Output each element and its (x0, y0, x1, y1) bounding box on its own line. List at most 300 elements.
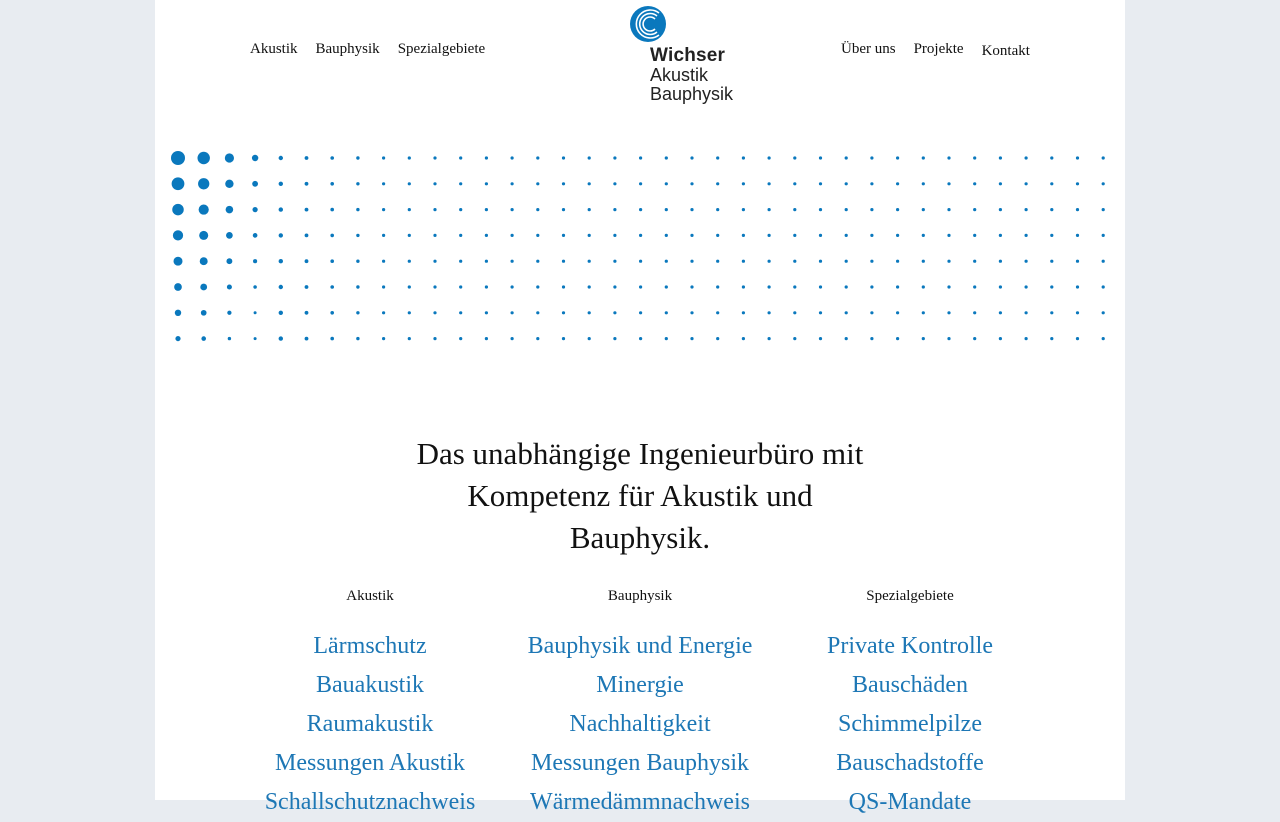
pattern-dot (947, 337, 950, 340)
pattern-dot (922, 182, 925, 185)
pattern-dot (226, 232, 233, 239)
pattern-dot (819, 234, 822, 237)
pattern-dot (819, 208, 822, 211)
pattern-dot (175, 336, 180, 341)
pattern-dot (562, 182, 565, 185)
pattern-dot (793, 182, 796, 185)
pattern-dot (999, 285, 1002, 288)
pattern-dot (305, 182, 309, 186)
column-akustik (235, 585, 505, 822)
pattern-dot (511, 182, 514, 185)
pattern-dot (973, 208, 976, 211)
pattern-dot (459, 208, 462, 211)
pattern-dot (613, 208, 616, 211)
pattern-dot (768, 234, 771, 237)
pattern-dot (382, 234, 385, 237)
pattern-dot (433, 260, 436, 263)
pattern-dot (716, 234, 719, 237)
pattern-dot (408, 337, 411, 340)
pattern-dot (947, 234, 950, 237)
pattern-dot (485, 285, 488, 288)
pattern-dot (613, 182, 616, 185)
pattern-dot (1025, 156, 1028, 159)
pattern-dot (1025, 311, 1028, 314)
service-link[interactable]: Bauphysik und Energie (527, 633, 753, 659)
pattern-dot (922, 234, 925, 237)
pattern-dot (819, 260, 822, 263)
pattern-dot (665, 285, 668, 288)
pattern-dot (1025, 337, 1028, 340)
pattern-dot (330, 208, 334, 212)
pattern-dot (199, 231, 208, 240)
pattern-dot (382, 337, 385, 340)
pattern-dot (382, 285, 385, 288)
pattern-dot (716, 337, 719, 340)
pattern-dot (356, 285, 359, 288)
service-link[interactable]: Bauakustik (316, 672, 424, 698)
pattern-dot (1102, 311, 1105, 314)
pattern-dot (1050, 285, 1053, 288)
pattern-dot (742, 208, 745, 211)
pattern-dot (588, 337, 591, 340)
pattern-dot (201, 310, 207, 316)
pattern-dot (716, 156, 719, 159)
pattern-dot (1076, 208, 1079, 211)
service-link[interactable]: Minergie (596, 672, 684, 698)
pattern-dot (226, 258, 232, 264)
pattern-dot (793, 156, 796, 159)
pattern-dot (973, 311, 976, 314)
pattern-dot (171, 151, 185, 165)
pattern-dot (639, 234, 642, 237)
nav-akustik[interactable]: Akustik (250, 41, 298, 57)
pattern-dot (1076, 311, 1079, 314)
pattern-dot (742, 234, 745, 237)
pattern-dot (793, 285, 796, 288)
pattern-dot (768, 311, 771, 314)
pattern-dot (716, 311, 719, 314)
pattern-dot (562, 208, 565, 211)
pattern-dot (459, 234, 462, 237)
service-link[interactable]: Messungen Akustik (274, 750, 465, 776)
pattern-dot (225, 153, 234, 162)
pattern-dot (201, 336, 206, 341)
pattern-dot (199, 205, 209, 215)
pattern-dot (639, 182, 642, 185)
pattern-dot (253, 285, 257, 289)
pattern-dot (845, 182, 848, 185)
pattern-dot (1076, 337, 1079, 340)
pattern-dot (382, 311, 385, 314)
pattern-dot (485, 234, 488, 237)
pattern-dot (947, 260, 950, 263)
pattern-dot (562, 234, 565, 237)
secondary-nav (841, 41, 1030, 58)
pattern-dot (200, 284, 207, 291)
pattern-dot (562, 260, 565, 263)
pattern-dot (588, 208, 591, 211)
pattern-dot (742, 182, 745, 185)
pattern-dot (226, 206, 234, 214)
pattern-dot (253, 259, 257, 263)
pattern-dot (279, 156, 283, 160)
pattern-dot (947, 285, 950, 288)
service-link[interactable]: Private Kontrolle (827, 633, 993, 659)
logo-mark-icon (629, 5, 669, 45)
pattern-dot (174, 257, 183, 266)
service-list (775, 627, 1045, 822)
pattern-dot (947, 182, 950, 185)
pattern-dot (690, 208, 693, 211)
pattern-dot (793, 260, 796, 263)
pattern-dot (896, 311, 899, 314)
column-heading: Bauphysik (607, 588, 673, 604)
pattern-dot (1025, 285, 1028, 288)
pattern-dot (330, 311, 334, 315)
pattern-dot (716, 182, 719, 185)
nav-ueber-uns[interactable]: Über uns (841, 41, 896, 57)
service-link[interactable]: Raumakustik (306, 711, 434, 737)
service-link[interactable]: Wärmedämmnachweis (530, 789, 750, 815)
pattern-dot (896, 285, 899, 288)
service-link[interactable]: Bauschäden (852, 672, 968, 698)
pattern-dot (459, 285, 462, 288)
pattern-dot (922, 337, 925, 340)
pattern-dot (973, 182, 976, 185)
pattern-dot (1025, 182, 1028, 185)
hero-line-3: Bauphysik. (569, 520, 711, 555)
pattern-dot (408, 208, 411, 211)
pattern-dot (1050, 260, 1053, 263)
pattern-dot (459, 156, 462, 159)
dot-pattern-graphic (155, 140, 1125, 355)
pattern-dot (896, 156, 899, 159)
pattern-dot (973, 156, 976, 159)
pattern-dot (742, 311, 745, 314)
pattern-dot (511, 208, 514, 211)
column-heading: Spezialgebiete (866, 588, 954, 604)
pattern-dot (1076, 234, 1079, 237)
pattern-dot (588, 285, 591, 288)
pattern-dot (227, 311, 231, 315)
pattern-dot (305, 259, 309, 263)
pattern-dot (947, 156, 950, 159)
pattern-dot (1025, 260, 1028, 263)
pattern-dot (356, 337, 359, 340)
pattern-dot (819, 285, 822, 288)
pattern-dot (768, 208, 771, 211)
pattern-dot (330, 156, 334, 160)
pattern-dot (305, 337, 309, 341)
nav-kontakt[interactable]: Kontakt (981, 43, 1030, 59)
pattern-dot (172, 177, 185, 190)
pattern-dot (1102, 285, 1105, 288)
pattern-dot (793, 337, 796, 340)
pattern-dot (845, 234, 848, 237)
pattern-dot (716, 260, 719, 263)
pattern-dot (793, 208, 796, 211)
pattern-dot (382, 182, 385, 185)
pattern-dot (252, 181, 258, 187)
pattern-dot (279, 233, 283, 237)
pattern-dot (845, 337, 848, 340)
pattern-dot (536, 311, 539, 314)
service-list (505, 627, 775, 822)
pattern-dot (536, 337, 539, 340)
pattern-dot (973, 260, 976, 263)
pattern-dot (382, 208, 385, 211)
pattern-dot (252, 207, 257, 212)
pattern-dot (459, 260, 462, 263)
pattern-dot (305, 311, 309, 315)
pattern-dot (356, 234, 359, 237)
pattern-dot (870, 234, 873, 237)
pattern-dot (330, 182, 334, 186)
pattern-dot (973, 234, 976, 237)
pattern-dot (613, 337, 616, 340)
pattern-dot (690, 234, 693, 237)
pattern-dot (330, 259, 334, 263)
pattern-dot (356, 208, 359, 211)
logo[interactable] (629, 5, 739, 105)
pattern-dot (1102, 182, 1105, 185)
pattern-dot (639, 337, 642, 340)
pattern-dot (1050, 337, 1053, 340)
pattern-dot (870, 337, 873, 340)
pattern-dot (198, 152, 210, 164)
service-link[interactable]: Schallschutznachweis (264, 789, 476, 815)
pattern-dot (588, 234, 591, 237)
pattern-dot (433, 337, 436, 340)
column-spezialgebiete (775, 585, 1045, 822)
pattern-dot (639, 208, 642, 211)
nav-projekte[interactable]: Projekte (913, 41, 964, 57)
pattern-dot (870, 156, 873, 159)
nav-bauphysik[interactable]: Bauphysik (315, 41, 380, 57)
pattern-dot (536, 234, 539, 237)
pattern-dot (896, 260, 899, 263)
pattern-dot (279, 182, 283, 186)
logo-line-bauphysik: Bauphysik (650, 84, 734, 104)
pattern-dot (613, 260, 616, 263)
pattern-dot (433, 182, 436, 185)
pattern-dot (1102, 260, 1105, 263)
pattern-dot (330, 234, 334, 238)
pattern-dot (485, 311, 488, 314)
pattern-dot (999, 337, 1002, 340)
pattern-dot (252, 155, 258, 161)
logo-wordmark: Wichser (650, 45, 726, 66)
pattern-dot (433, 285, 436, 288)
pattern-dot (511, 311, 514, 314)
pattern-dot (870, 182, 873, 185)
pattern-dot (742, 285, 745, 288)
pattern-dot (511, 337, 514, 340)
pattern-dot (172, 204, 183, 215)
pattern-dot (200, 257, 208, 265)
pattern-dot (330, 337, 334, 341)
pattern-dot (459, 311, 462, 314)
pattern-dot (536, 208, 539, 211)
service-list (235, 627, 505, 822)
pattern-dot (665, 234, 668, 237)
pattern-dot (1025, 234, 1028, 237)
pattern-dot (279, 311, 283, 315)
pattern-dot (356, 156, 359, 159)
pattern-dot (1050, 156, 1053, 159)
pattern-dot (819, 156, 822, 159)
pattern-dot (485, 156, 488, 159)
pattern-dot (173, 230, 183, 240)
pattern-dot (665, 311, 668, 314)
pattern-dot (198, 178, 209, 189)
pattern-dot (716, 208, 719, 211)
pattern-dot (459, 182, 462, 185)
pattern-dot (845, 285, 848, 288)
pattern-dot (613, 285, 616, 288)
pattern-dot (665, 156, 668, 159)
pattern-dot (433, 208, 436, 211)
pattern-dot (588, 260, 591, 263)
pattern-dot (511, 285, 514, 288)
column-heading: Akustik (346, 588, 394, 604)
pattern-dot (690, 337, 693, 340)
pattern-dot (999, 311, 1002, 314)
pattern-dot (511, 260, 514, 263)
pattern-dot (845, 208, 848, 211)
pattern-dot (1102, 156, 1105, 159)
pattern-dot (716, 285, 719, 288)
pattern-dot (1050, 208, 1053, 211)
logo-line-akustik: Akustik (650, 65, 709, 85)
pattern-dot (459, 337, 462, 340)
hero-headline (390, 433, 890, 559)
pattern-dot (947, 208, 950, 211)
pattern-dot (768, 260, 771, 263)
pattern-dot (433, 156, 436, 159)
pattern-dot (819, 182, 822, 185)
pattern-dot (768, 337, 771, 340)
pattern-dot (639, 311, 642, 314)
service-link[interactable]: Messungen Bauphysik (531, 750, 749, 776)
pattern-dot (254, 337, 257, 340)
pattern-dot (511, 156, 514, 159)
pattern-dot (356, 311, 359, 314)
service-link[interactable]: Nachhaltigkeit (569, 711, 711, 737)
pattern-dot (382, 260, 385, 263)
pattern-dot (896, 208, 899, 211)
service-link[interactable]: Bauschadstoffe (836, 750, 984, 776)
pattern-dot (1102, 234, 1105, 237)
service-link[interactable]: Lärmschutz (313, 633, 427, 659)
pattern-dot (356, 182, 359, 185)
pattern-dot (639, 156, 642, 159)
nav-spezialgebiete[interactable]: Spezialgebiete (397, 41, 486, 57)
pattern-dot (562, 337, 565, 340)
service-link[interactable]: QS-Mandate (848, 789, 972, 815)
pattern-dot (1050, 182, 1053, 185)
pattern-dot (1025, 208, 1028, 211)
pattern-dot (279, 207, 283, 211)
pattern-dot (690, 285, 693, 288)
pattern-dot (562, 156, 565, 159)
pattern-dot (279, 336, 283, 340)
pattern-dot (536, 156, 539, 159)
pattern-dot (768, 285, 771, 288)
pattern-dot (175, 310, 181, 316)
pattern-dot (845, 260, 848, 263)
pattern-dot (408, 285, 411, 288)
pattern-dot (305, 156, 309, 160)
primary-nav (250, 41, 485, 58)
pattern-dot (613, 234, 616, 237)
pattern-dot (382, 156, 385, 159)
service-link[interactable]: Schimmelpilze (838, 711, 982, 737)
pattern-dot (973, 285, 976, 288)
pattern-dot (588, 311, 591, 314)
pattern-dot (408, 156, 411, 159)
column-bauphysik (505, 585, 775, 822)
pattern-dot (999, 260, 1002, 263)
pattern-dot (690, 260, 693, 263)
pattern-dot (922, 285, 925, 288)
pattern-dot (613, 311, 616, 314)
pattern-dot (870, 311, 873, 314)
pattern-dot (356, 260, 359, 263)
pattern-dot (485, 208, 488, 211)
pattern-dot (279, 285, 283, 289)
pattern-dot (870, 208, 873, 211)
pattern-dot (227, 284, 232, 289)
pattern-dot (896, 234, 899, 237)
pattern-dot (793, 234, 796, 237)
pattern-dot (665, 208, 668, 211)
pattern-dot (279, 259, 283, 263)
pattern-dot (742, 260, 745, 263)
hero-line-2: Kompetenz für Akustik und (467, 478, 813, 513)
pattern-dot (485, 182, 488, 185)
pattern-dot (973, 337, 976, 340)
pattern-dot (613, 156, 616, 159)
pattern-dot (742, 337, 745, 340)
pattern-dot (690, 182, 693, 185)
pattern-dot (870, 285, 873, 288)
pattern-dot (870, 260, 873, 263)
pattern-dot (922, 260, 925, 263)
pattern-dot (1102, 337, 1105, 340)
pattern-dot (896, 182, 899, 185)
pattern-dot (665, 260, 668, 263)
pattern-dot (588, 156, 591, 159)
pattern-dot (768, 156, 771, 159)
pattern-dot (922, 311, 925, 314)
pattern-dot (665, 182, 668, 185)
pattern-dot (1076, 285, 1079, 288)
pattern-dot (742, 156, 745, 159)
pattern-dot (999, 234, 1002, 237)
pattern-dot (511, 234, 514, 237)
pattern-dot (999, 182, 1002, 185)
pattern-dot (999, 156, 1002, 159)
pattern-dot (485, 260, 488, 263)
page (155, 0, 1125, 815)
pattern-dot (408, 234, 411, 237)
pattern-dot (562, 311, 565, 314)
pattern-dot (922, 208, 925, 211)
pattern-dot (174, 283, 182, 291)
pattern-dot (845, 156, 848, 159)
pattern-dot (639, 285, 642, 288)
